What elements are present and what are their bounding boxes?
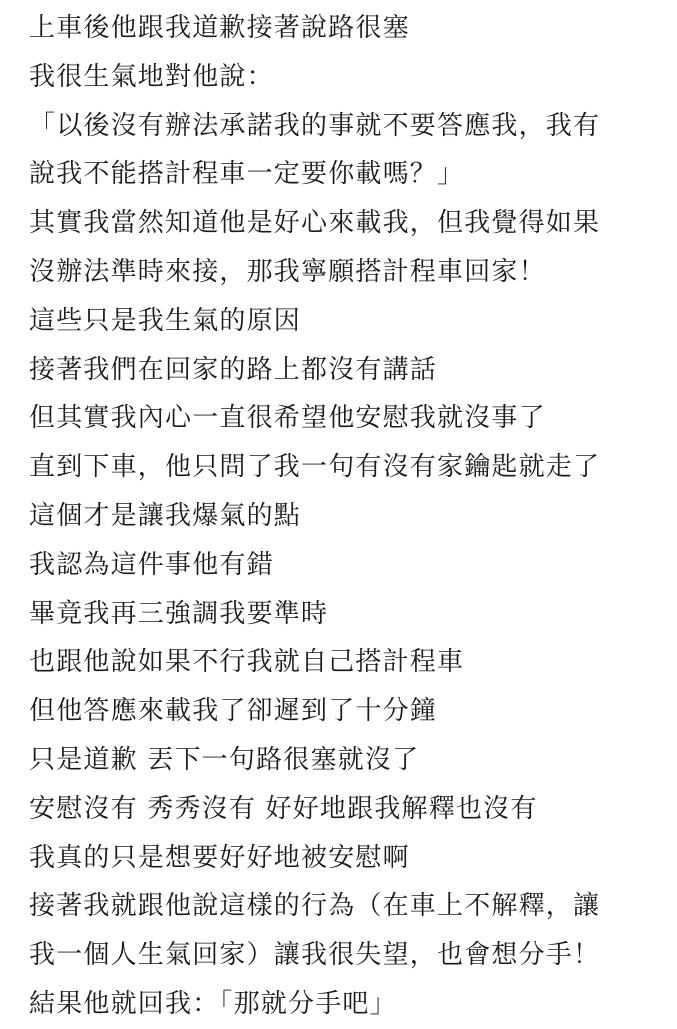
text-line: 我一個人生氣回家）讓我很失望，也會想分手！ [29,940,601,971]
text-line: 說我不能搭計程車一定要你載嗎？」 [29,159,465,190]
text-line: 接著我們在回家的路上都沒有講話 [29,354,438,385]
text-line: 但他答應來載我了卻遲到了十分鐘 [29,696,438,727]
text-line: 結果他就回我：「那就分手吧」 [29,988,397,1019]
text-line: 其實我當然知道他是好心來載我，但我覺得如果 [29,208,601,239]
text-line: 這些只是我生氣的原因 [29,305,302,336]
text-line: 但其實我內心一直很希望他安慰我就沒事了 [29,403,546,434]
text-line: 直到下車，他只問了我一句有沒有家鑰匙就走了 [29,452,601,483]
text-line: 我認為這件事他有錯 [29,549,274,580]
text-line: 這個才是讓我爆氣的點 [29,500,302,531]
text-line: 上車後他跟我道歉接著說路很塞 [29,13,410,43]
text-line: 只是道歉 丟下一句路很塞就沒了 [29,744,420,775]
text-line: 我真的只是想要好好地被安慰啊 [29,842,410,873]
text-line: 也跟他說如果不行我就自己搭計程車 [29,647,465,678]
post-text [29,4,669,1029]
text-line: 我很生氣地對他說： [29,61,274,92]
text-line: 「以後沒有辦法承諾我的事就不要答應我，我有 [29,110,601,141]
text-line: 安慰沒有 秀秀沒有 好好地跟我解釋也沒有 [29,793,538,824]
text-line: 接著我就跟他說這樣的行為（在車上不解釋，讓 [29,891,601,922]
text-line: 畢竟我再三強調我要準時 [29,598,329,629]
text-line: 沒辦法準時來接，那我寧願搭計程車回家！ [29,256,546,287]
